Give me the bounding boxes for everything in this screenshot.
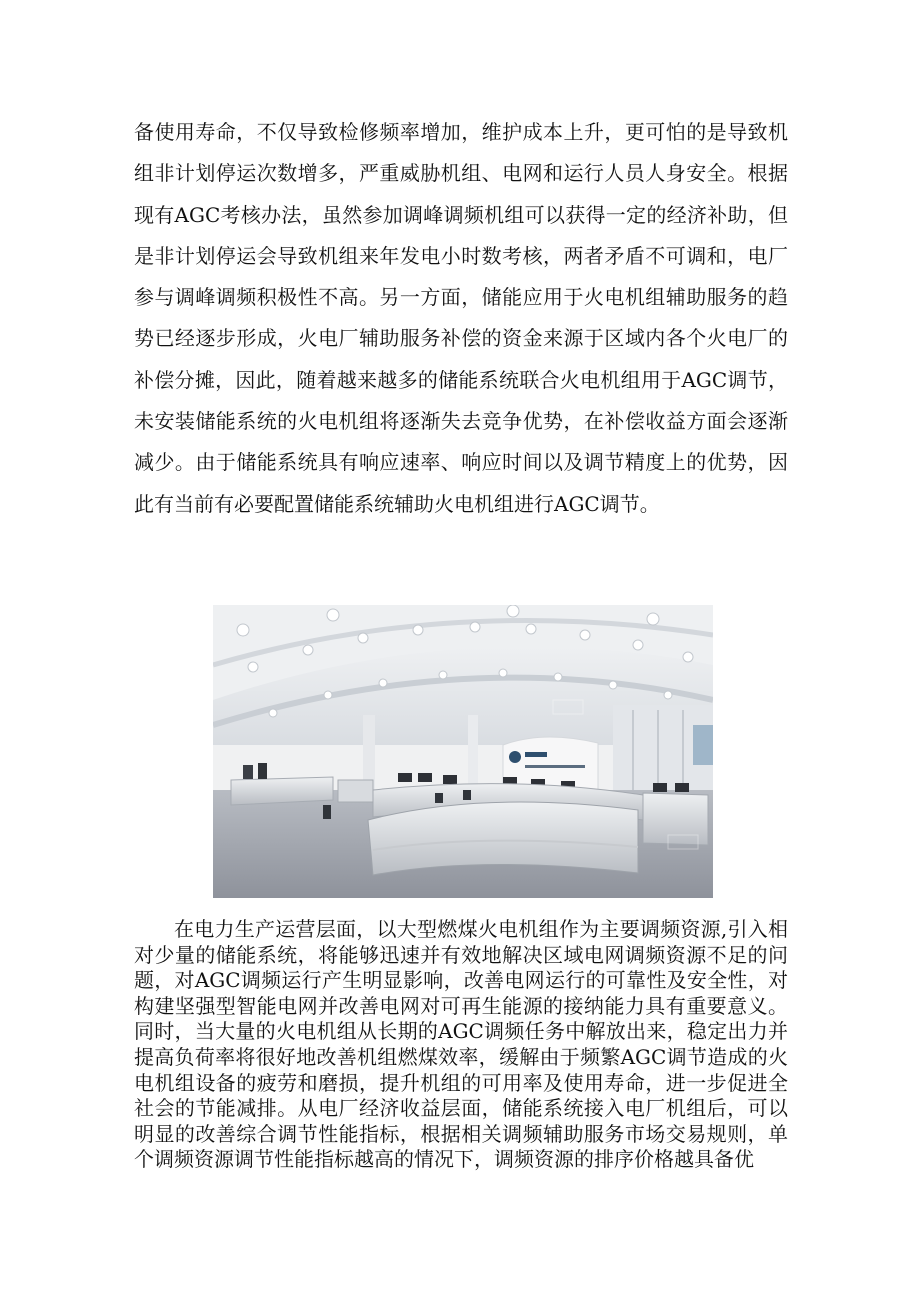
control-room-photo	[213, 605, 713, 898]
control-room-illustration	[213, 605, 713, 898]
body-paragraph-1: 备使用寿命，不仅导致检修频率增加，维护成本上升，更可怕的是导致机组非计划停运次数增多，严重威胁机组、电网和运行人员人身安全。根据现有AGC考核办法，虽然参加调峰调频机组可以获得一定的经济补助，但是非计划停运会导致机组来年发电小时数考核，两者矛盾不可调和，电厂参与调峰调频积极性不高。另一方面，储能应用于火电机组辅助服务的趋势已经逐步形成，火电厂辅助服务补偿的资金来源于区域内各个火电厂的补偿分摊，因此，随着越来越多的储能系统联合火电机组用于AGC调节，未安装储能系统的火电机组将逐渐失去竞争优势，在补偿收益方面会逐渐减少。由于储能系统具有响应速率、响应时间以及调节精度上的优势，因此有当前有必要配置储能系统辅助火电机组进行AGC调节。	[134, 120, 788, 516]
body-paragraph-2: 在电力生产运营层面，以大型燃煤火电机组作为主要调频资源,引入相对少量的储能系统，将能够迅速并有效地解决区域电网调频资源不足的问题，对AGC调频运行产生明显影响，改善电网运行的可靠性及安全性，对构建坚强型智能电网并改善电网对可再生能源的接纳能力具有重要意义。同时，当大量的火电机组从长期的AGC调频任务中解放出来，稳定出力并提高负荷率将很好地改善机组燃煤效率，缓解由于频繁AGC调节造成的火电机组设备的疲劳和磨损，提升机组的可用率及使用寿命，进一步促进全社会的节能减排。从电厂经济收益层面，储能系统接入电厂机组后，可以明显的改善综合调节性能指标，根据相关调频辅助服务市场交易规则，单个调频资源调节性能指标越高的情况下，调频资源的排序价格越具备优	[134, 917, 788, 1172]
